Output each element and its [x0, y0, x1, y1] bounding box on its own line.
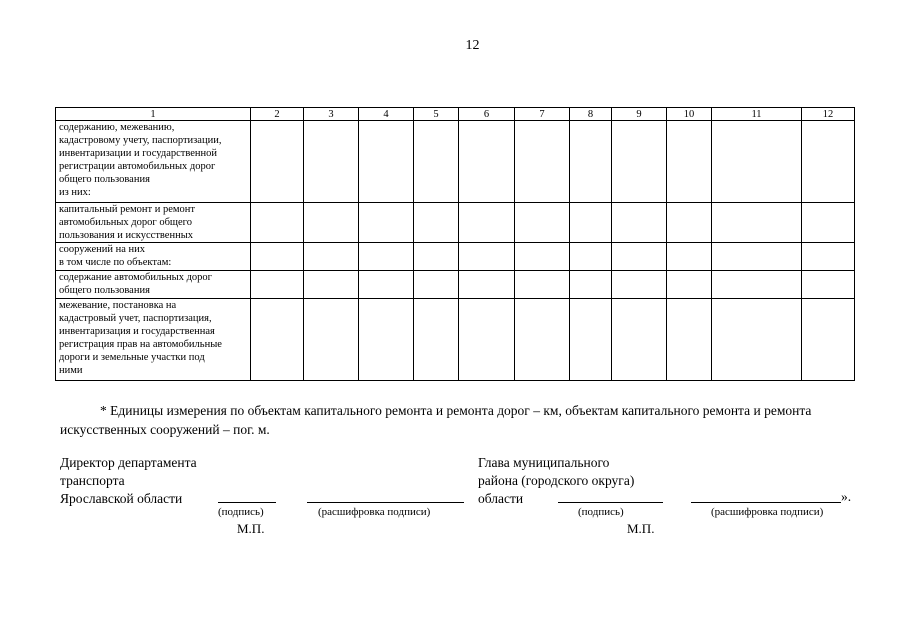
table-row	[56, 121, 855, 203]
row-label-line: содержание автомобильных дорог	[59, 272, 212, 283]
table-header-row	[56, 108, 855, 121]
signatory-title-line: Ярославской области	[60, 491, 183, 506]
left-signature-line	[218, 502, 276, 503]
table-row	[56, 299, 855, 381]
row-label-cell	[56, 203, 251, 243]
signatory-title-line: Директор департамента	[60, 455, 197, 470]
row-label-line: регистрации автомобильных дорог	[59, 161, 216, 172]
left-signature-caption: (подпись)	[218, 506, 264, 518]
row-label-line: общего пользования	[59, 174, 150, 185]
row-label-line: кадастровому учету, паспортизации,	[59, 135, 222, 146]
report-table	[55, 107, 855, 381]
row-label-cell	[56, 299, 251, 381]
signatory-title-line: района (городского округа)	[478, 473, 635, 488]
row-label-cell	[56, 243, 251, 271]
row-label-line: автомобильных дорог общего	[59, 217, 192, 228]
left-decoding-caption: (расшифровка подписи)	[318, 506, 431, 518]
column-header: 7	[515, 108, 570, 121]
table-row	[56, 203, 855, 243]
column-header: 12	[802, 108, 855, 121]
row-label-line: ними	[59, 365, 83, 376]
footnote: * Единицы измерения по объектам капитального ремонта и ремонта дорог – км, объектам капитального ремонта и ремонта искусственных сооружений – пог. м.	[60, 403, 812, 437]
column-header: 3	[304, 108, 359, 121]
signatory-title-line: Глава муниципального	[478, 455, 610, 470]
left-stamp-label: М.П.	[237, 521, 265, 536]
column-header: 9	[612, 108, 667, 121]
signatory-title-line: транспорта	[60, 473, 125, 488]
row-label-line: дороги и земельные участки под	[59, 352, 205, 363]
row-label-line: капитальный ремонт и ремонт	[59, 204, 196, 215]
column-header: 4	[359, 108, 414, 121]
column-header: 6	[459, 108, 515, 121]
row-label-cell	[56, 121, 251, 203]
column-header: 10	[667, 108, 712, 121]
closing-quote: ».	[841, 489, 852, 504]
row-label-line: сооружений на них	[59, 244, 146, 255]
row-label-line: из них:	[59, 187, 91, 198]
row-label-line: инвентаризация и государственная	[59, 326, 215, 337]
column-header: 8	[570, 108, 612, 121]
page-number: 12	[465, 38, 480, 53]
right-decoding-caption: (расшифровка подписи)	[711, 506, 824, 518]
right-stamp-label: М.П.	[627, 521, 655, 536]
row-label-line: инвентаризации и государственной	[59, 148, 218, 159]
left-decoding-line	[307, 502, 464, 503]
row-label-line: межевание, постановка на	[59, 300, 177, 311]
column-header: 2	[251, 108, 304, 121]
signatory-title-line: области	[478, 491, 524, 506]
right-signature-caption: (подпись)	[578, 506, 624, 518]
table-row	[56, 243, 855, 271]
row-label-line: в том числе по объектам:	[59, 257, 172, 268]
row-label-cell	[56, 271, 251, 299]
column-header: 1	[56, 108, 251, 121]
row-label-line: общего пользования	[59, 285, 150, 296]
right-signatory-title	[478, 454, 634, 508]
row-label-line: содержанию, межеванию,	[59, 122, 175, 133]
row-label-line: кадастровый учет, паспортизация,	[59, 313, 212, 324]
left-signatory-title	[60, 454, 197, 508]
table-row	[56, 271, 855, 299]
row-label-line: пользования и искусственных	[59, 230, 194, 241]
row-label-line: регистрация прав на автомобильные	[59, 339, 222, 350]
right-decoding-line	[691, 502, 841, 503]
right-signature-line	[558, 502, 663, 503]
column-header: 11	[712, 108, 802, 121]
column-header: 5	[414, 108, 459, 121]
